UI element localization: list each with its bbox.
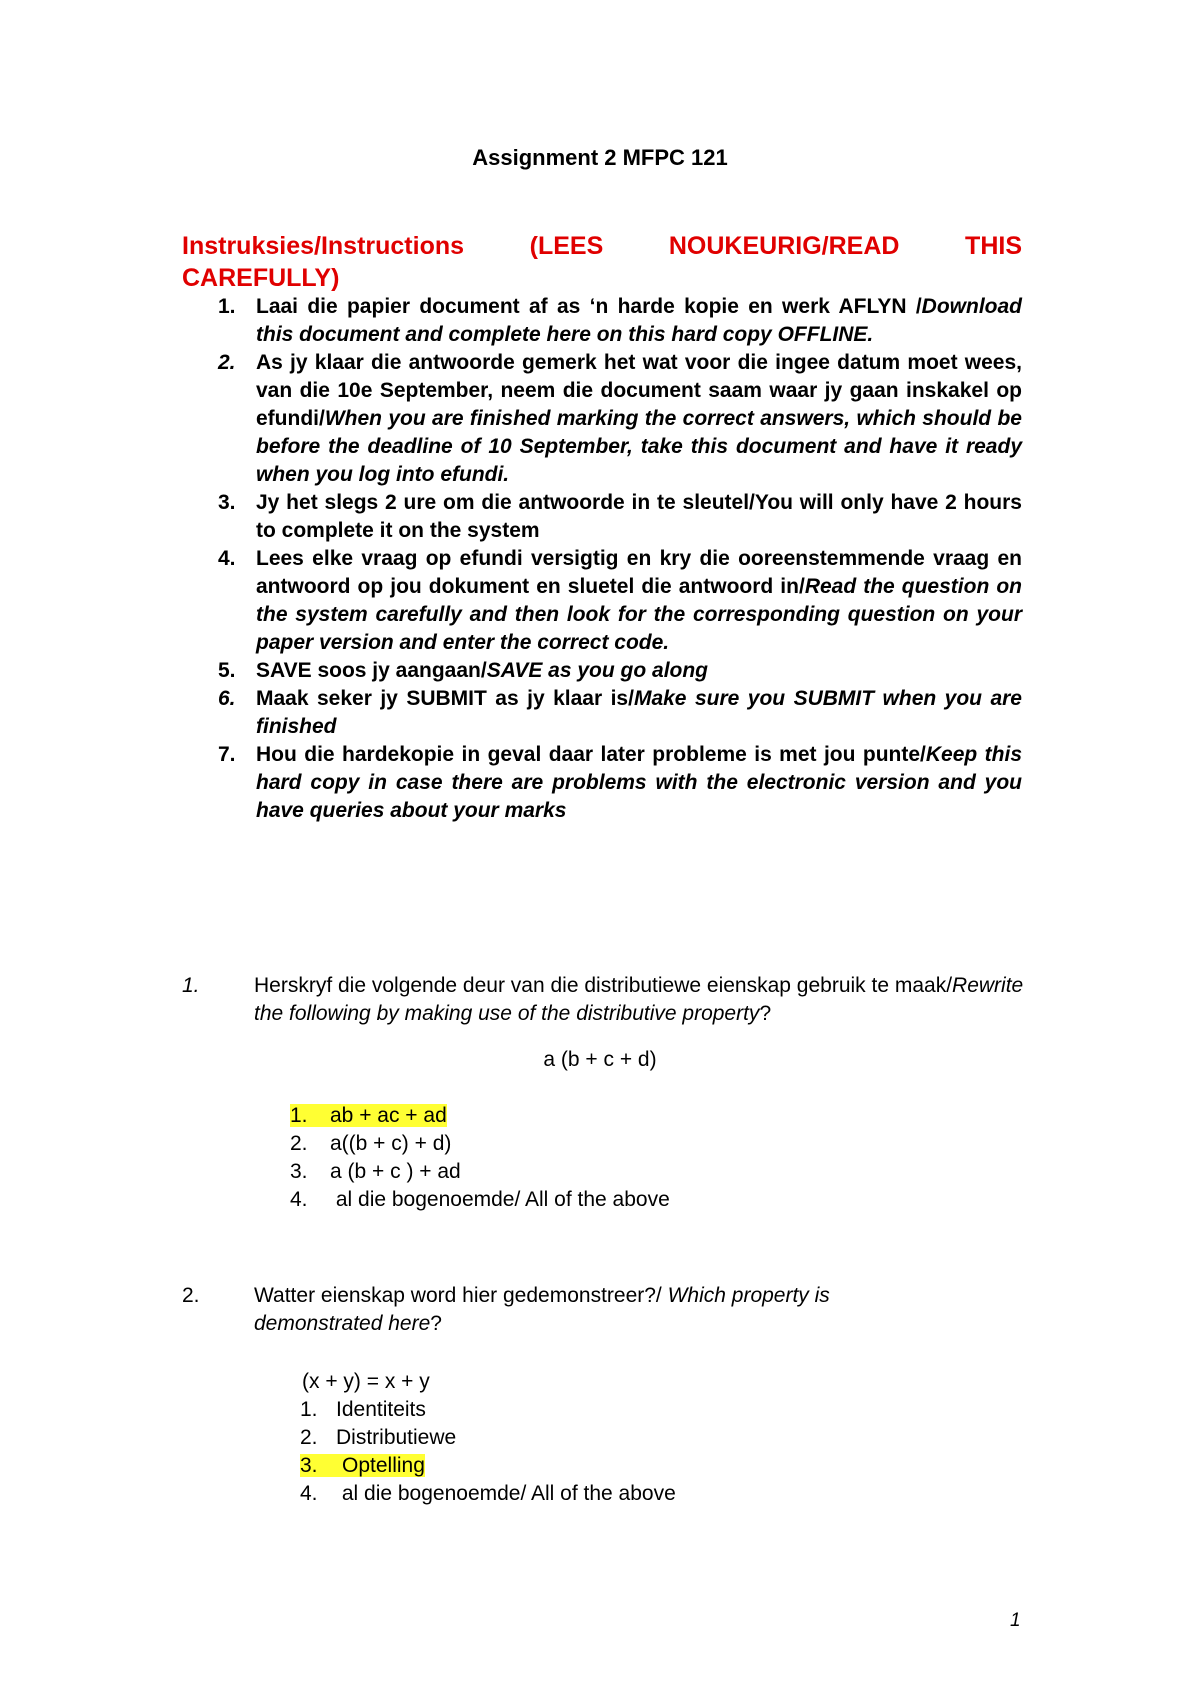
option-number: 2. [300,1426,318,1449]
instructions-heading [182,230,1022,294]
question-1-expression: a (b + c + d) [543,1048,657,1071]
question-1-options [290,1102,670,1214]
answer-highlight [300,1454,425,1477]
instruction-text-af: Hou die hardekopie in geval daar later probleme is met jou punte/ [256,743,926,766]
option-number: 4. [290,1188,308,1211]
question-text-en: Which property is demonstrated here [254,1284,830,1335]
question-text-en: Rewrite the following by making use of the distributive property [254,974,1024,1025]
page-number: 1 [1010,1610,1021,1631]
option-text: Identiteits [336,1398,426,1421]
question-text [254,1282,954,1338]
instruction-text-en: Read the question on the system carefully and then look for the corresponding question on your paper version and enter the correct code. [256,575,1022,654]
instruction-text-en: Download this document and complete here on this hard copy OFFLINE. [256,295,1022,346]
option-text: a((b + c) + d) [330,1132,452,1155]
question-number: 2. [182,1284,200,1307]
instruction-number: 4. [218,547,236,570]
option-number: 3. [290,1160,308,1183]
instruction-text-af: Laai die papier document af as ‘n harde kopie en werk AFLYN / [256,295,922,318]
option-text: ab + ac + ad [330,1104,447,1127]
question-2-options [300,1396,676,1508]
instruction-text-af: As jy klaar die antwoorde gemerk het wat voor die ingee datum moet wees, van die 10e September, neem die document saam waar jy gaan inskakel op efundi/ [256,351,1022,430]
answer-option [290,1102,670,1130]
instruction-number: 6. [218,687,236,710]
option-text: al die bogenoemde/ All of the above [336,1482,676,1505]
page-title: Assignment 2 MFPC 121 [472,145,728,170]
instructions-heading-line2: CAREFULLY) [182,264,340,292]
question-number: 1. [182,974,200,997]
answer-option [300,1396,676,1424]
option-number: 2. [290,1132,308,1155]
option-text: a (b + c ) + ad [330,1160,461,1183]
instruction-text-en: Keep this hard copy in case there are problems with the electronic version and you have queries about your marks [256,743,1022,822]
instruction-item [182,349,1022,489]
option-number: 1. [290,1104,308,1127]
option-number: 4. [300,1482,318,1505]
instruction-item [182,293,1022,349]
answer-option [300,1480,676,1508]
question-2-expression: (x + y) = x + y [302,1370,430,1393]
instruction-number: 2. [218,351,236,374]
question-text-end: ? [759,1002,772,1025]
instruction-item [182,489,1022,545]
question-text [254,972,1054,1028]
instruction-item [182,685,1022,741]
answer-option [300,1424,676,1452]
answer-option [300,1452,676,1480]
instructions-heading-line1: Instruksies/Instructions (LEES NOUKEURIG/READ THIS [182,232,1022,260]
instruction-text-af: Lees elke vraag op efundi versigtig en kry die ooreenstemmende vraag en antwoord op jou dokument en sluetel die antwoord in/ [256,547,1022,598]
question-text-end: ? [430,1312,442,1335]
option-text: Distributiewe [336,1426,457,1449]
option-text: al die bogenoemde/ All of the above [330,1188,670,1211]
instruction-item [182,545,1022,657]
option-number: 1. [300,1398,318,1421]
answer-option [290,1186,670,1214]
question-text-af: Herskryf die volgende deur van die distributiewe eienskap gebruik te maak/ [254,974,953,997]
instructions-list [182,293,1022,825]
instruction-item [182,741,1022,825]
instruction-number: 7. [218,743,236,766]
instruction-text-en: When you are finished marking the correct answers, which should be before the deadline of 10 September, take this document and have it ready when you log into efundi. [256,407,1022,486]
question-text-af: Watter eienskap word hier gedemonstreer?/ [254,1284,668,1307]
option-text: Optelling [342,1454,425,1477]
answer-option [290,1158,670,1186]
option-number: 3. [300,1454,318,1477]
instruction-number: 1. [218,295,236,318]
instruction-text-af: Jy het slegs 2 ure om die antwoorde in te sleutel/You will only have 2 hours to complete it on the system [256,491,1022,542]
instruction-text-af: Maak seker jy SUBMIT as jy klaar is/ [256,687,634,710]
answer-highlight [290,1104,447,1127]
instruction-number: 3. [218,491,236,514]
instruction-text-en: SAVE as you go along [486,659,709,682]
instruction-item [182,657,1022,685]
instruction-number: 5. [218,659,236,682]
instruction-text-en: Make sure you SUBMIT when you are finished [256,687,1022,738]
answer-option [290,1130,670,1158]
instruction-text-af: SAVE soos jy aangaan/ [256,659,487,682]
